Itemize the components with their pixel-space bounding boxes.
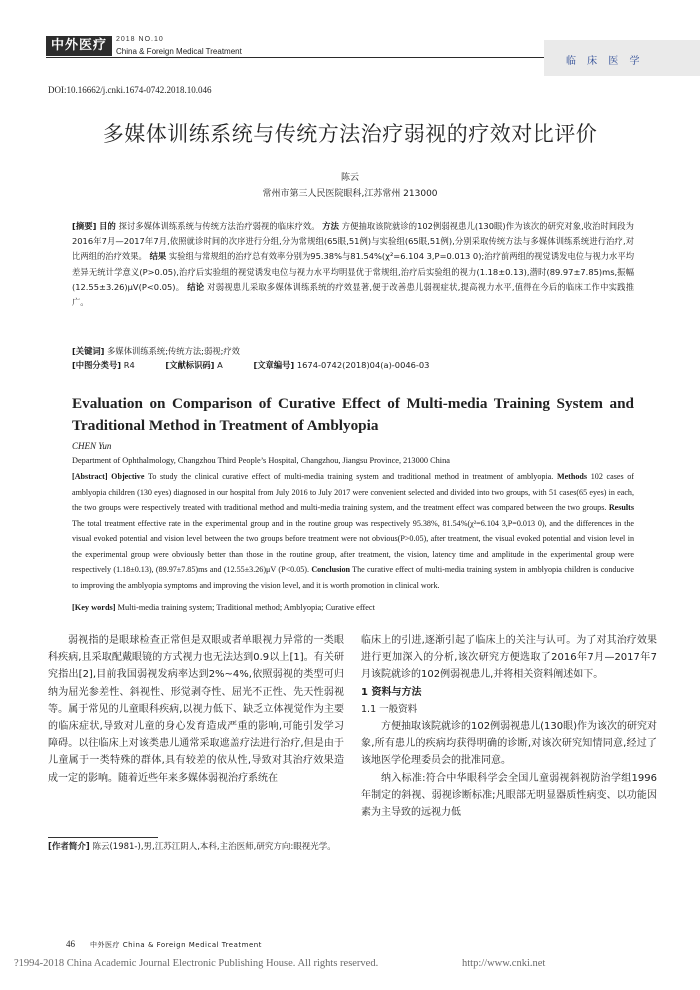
section-tag: 临 床 医 学 <box>566 56 644 67</box>
abstract-zh <box>72 219 634 310</box>
general-data-paragraph: 方便抽取该院就诊的102例弱视患儿(130眼)作为该次的研究对象,所有患儿的疾病均获得明确的诊断,对该次研究知情同意,经过了该地医学伦理委员会的批准同意。 <box>361 721 657 767</box>
results-label-en: Results <box>608 503 634 512</box>
issue-number: 2018 NO.10 <box>116 36 164 43</box>
section-heading-1-1: 1.1 一般资料 <box>361 703 418 715</box>
conclusion-text-en: The curative effect of multi-media training system in amblyopia children is conducive to improving the amblyopia symptoms and improving the vision level, and it is worth promotion in clinical work. <box>72 565 634 590</box>
article-number-label: [文章编号] <box>253 360 295 370</box>
section-heading-1: 1 资料与方法 <box>361 686 422 698</box>
methods-text-en: 102 cases of amblyopia children (130 eyes) diagnosed in our hospital from July 2016 to July 2017 were convenient selected and divided into two groups, with 51 cases(65 eyes) in each, the two groups were respectively treated with traditional method and multi-media training system, and the treatment effect was compared between the two groups. <box>72 472 635 512</box>
article-title-en: Evaluation on Comparison of Curative Effect of Multi-media Training System and Traditional Method in Treatment of Amblyopia <box>72 395 634 434</box>
page-number: 46 <box>66 939 75 949</box>
author-note-label: [作者简介] <box>48 842 90 852</box>
abstract-en-label: [Abstract] <box>72 472 108 481</box>
results-label-zh: 结果 <box>149 251 167 262</box>
intro-paragraph-1: 弱视指的是眼球检查正常但是双眼或者单眼视力异常的一类眼科疾病,且采取配戴眼镜的方式视力也无法达到0.9以上[1]。有关研究指出[2],目前我国弱视发病率达到2%~4%,依照弱视的类型可归纳为屈光参差性、斜视性、形觉剥夺性、屈光不正性、先天性弱视等。属于常见的儿童眼科疾病,以视力低下、缺乏立体视觉作为主要的临床症状,导致对儿童的身心发育造成严重的影响,可能引发学习障碍。以往临床上对该类患儿通常采取遮盖疗法进行治疗,但是由于儿童属于一类特殊的群体,具有较差的依从性,导致对其治疗效果造成一定的影响。随着近些年来多媒体弱视治疗系统在 <box>48 635 344 784</box>
doc-code-label: [文献标识码] <box>165 360 215 370</box>
objective-label-en: Objective <box>111 472 145 481</box>
doi[interactable]: DOI:10.16662/j.cnki.1674-0742.2018.10.046 <box>48 85 212 95</box>
methods-label-zh: 方法 <box>322 221 340 231</box>
abstract-en <box>72 469 634 593</box>
conclusion-text-zh: 对弱视患儿采取多媒体训练系统的疗效显著,便于改善患儿弱视症状,提高视力水平,值得在今后的临床工作中实践推广。 <box>72 281 635 308</box>
clc-label: [中图分类号] <box>72 360 122 370</box>
methods-label-en: Methods <box>556 472 588 481</box>
keywords-zh <box>72 344 634 359</box>
article-title-zh: 多媒体训练系统与传统方法治疗弱视的疗效对比评价 <box>102 122 598 146</box>
conclusion-label-en: Conclusion <box>311 565 351 574</box>
affiliation-zh: 常州市第三人民医院眼科,江苏常州 213000 <box>262 189 438 199</box>
intro-paragraph-2: 临床上的引进,逐渐引起了临床上的关注与认可。为了对其治疗效果进行更加深入的分析,该次研究方便选取了2016年7月—2017年7月该院就诊的102例弱视患儿,并将相关资料阐述如下。 <box>361 635 657 681</box>
affiliation-en: Department of Ophthalmology, Changzhou Third People’s Hospital, Changzhou, Jiangsu Province, 213000 China <box>72 456 450 465</box>
copyright-notice: ?1994-2018 China Academic Journal Electronic Publishing House. All rights reserved. <box>14 958 379 969</box>
objective-label-zh: 目的 <box>99 221 116 231</box>
journal-logo: 中外医疗 <box>46 36 112 56</box>
author-en: CHEN Yun <box>72 441 112 451</box>
objective-text-en: To study the clinical curative effect of multi-media training system and traditional method in treatment of amblyopia. <box>147 472 554 481</box>
results-text-en: The total treatment effective rate in the experimental group and in the routine group was respectively 95.38%, 81.54%(χ²=6.104 3,P=0.013 0), and the differences in the visual evoked potential and vision level between the two groups before treatment were not obvious(P>0.05), after treatment, the visual evoked potential and vision level in the experimental group were obviously better than those in the routine group, after treatment, the vision, latency time and amplitude in the experimental group were respectively (1.18±0.13), (89.97±7.85)ms and (12.55±3.26)μV (P<0.05). <box>72 518 634 574</box>
methods-text-zh: 方便抽取该院就诊的102例弱视患儿(130眼)作为该次的研究对象,收治时间段为2016年7月—2017年7月,依照就诊时间的次序进行分组,分为常规组(65眼,51例)与实验组(65眼,51例),分别采取传统方法与多媒体训练系统进行治疗,对比两组的治疗效果。 <box>72 221 634 262</box>
classification-row <box>72 359 634 371</box>
abstract-zh-label: [摘要] <box>72 221 97 231</box>
body-column-left <box>48 632 344 787</box>
conclusion-label-zh: 结论 <box>187 281 205 292</box>
keywords-zh-label: [关键词] <box>72 346 105 356</box>
doc-code-value: A <box>217 360 223 370</box>
footer-journal-name: 中外医疗 China & Foreign Medical Treatment <box>90 941 262 949</box>
publisher-link[interactable]: http://www.cnki.net <box>462 958 546 969</box>
clc-value: R4 <box>123 360 135 370</box>
article-number-value: 1674-0742(2018)04(a)-0046-03 <box>296 360 430 370</box>
objective-text-zh: 探讨多媒体训练系统与传统方法治疗弱视的临床疗效。 <box>118 221 320 231</box>
keywords-en <box>72 603 634 612</box>
keywords-en-text: Multi-media training system; Traditional method; Amblyopia; Curative effect <box>117 603 375 612</box>
body-column-right <box>361 632 657 821</box>
author-note <box>48 840 344 855</box>
footnote-rule <box>48 837 158 838</box>
journal-english-name: China & Foreign Medical Treatment <box>116 47 242 56</box>
inclusion-criteria-paragraph: 纳入标准:符合中华眼科学会全国儿童弱视斜视防治学组1996年制定的斜视、弱视诊断标准;凡眼部无明显器质性病变、以功能因素为主导致的远视力低 <box>361 772 657 819</box>
keywords-en-label: [Key words] <box>72 603 116 612</box>
results-text-zh: 实验组与常规组的治疗总有效率分别为95.38%与81.54%(χ²=6.104 3,P=0.013 0);治疗前两组的视觉诱发电位与视力水平均差异无统计学意义(P>0.05),治疗后实验组的视觉诱发电位与视力水平均明显优于常规组,治疗后实验组的视力(1.18±0.13),潜时(89.97±7.85)ms,振幅(12.55±3.26)μV(P<0.05)。 <box>72 251 634 292</box>
header-rule <box>46 57 544 58</box>
author-note-text: 陈云(1981-),男,江苏江阴人,本科,主治医师,研究方向:眼视光学。 <box>92 842 336 852</box>
author-zh: 陈云 <box>340 173 359 183</box>
keywords-zh-text: 多媒体训练系统;传统方法;弱视;疗效 <box>107 346 240 356</box>
